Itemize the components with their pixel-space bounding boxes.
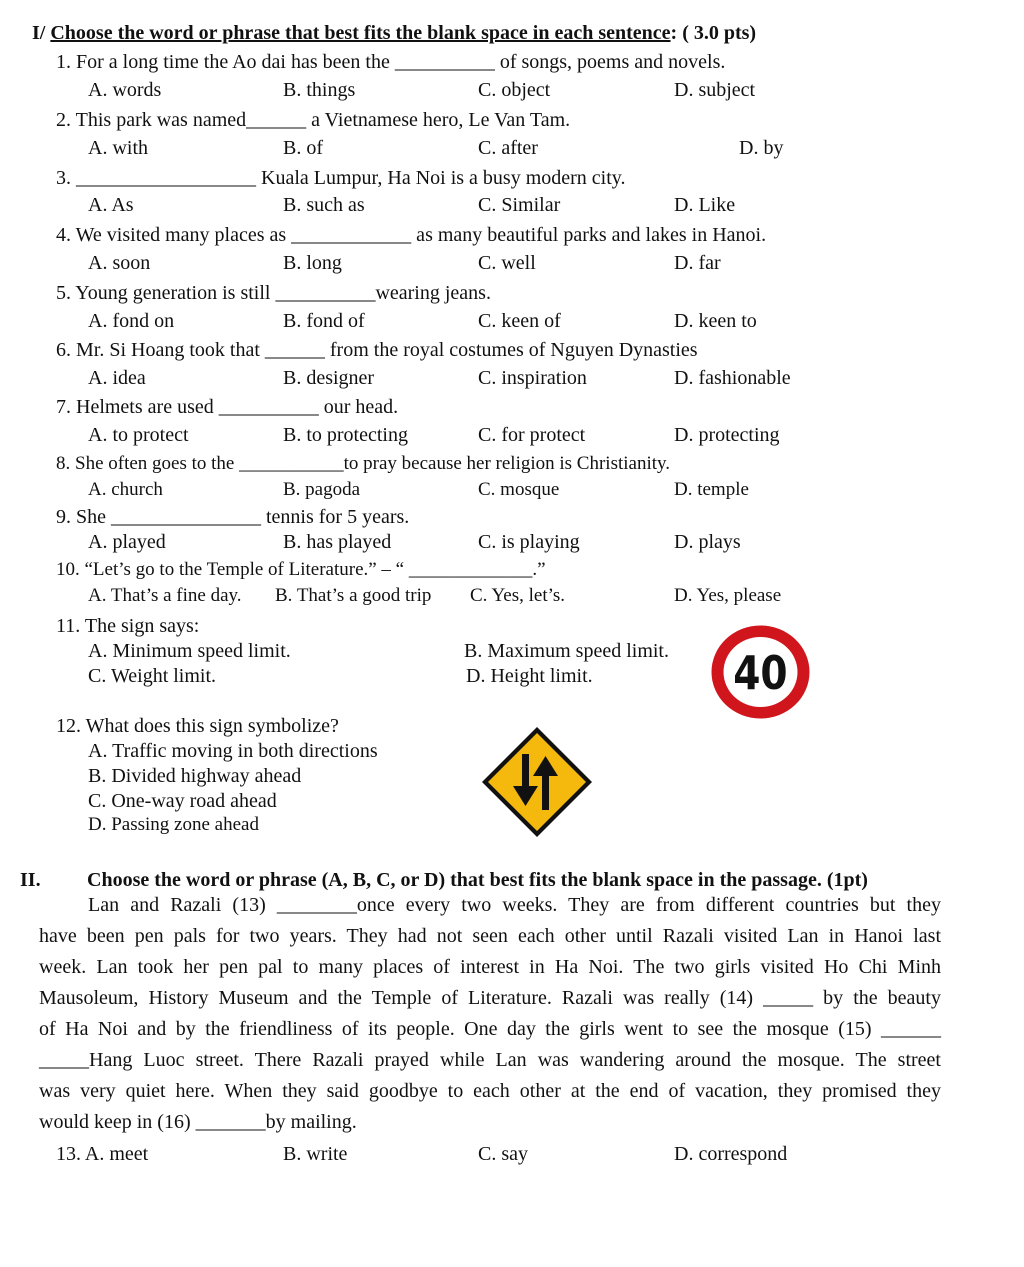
q11-option-d: D. Height limit. xyxy=(466,665,593,687)
q10-option-c: C. Yes, let’s. xyxy=(470,585,566,606)
q7-option-b: B. to protecting xyxy=(283,424,408,446)
q2-stem: 2. This park was named______ a Vietnamese hero, Le Van Tam. xyxy=(56,109,571,131)
passage xyxy=(39,890,941,1138)
q1-option-b: B. things xyxy=(283,79,356,101)
q6-option-b: B. designer xyxy=(283,367,375,389)
q4-option-c: C. well xyxy=(478,252,536,274)
q7-option-c: C. for protect xyxy=(478,424,586,446)
q8-option-b: B. pagoda xyxy=(283,479,361,500)
q7-option-a: A. to protect xyxy=(88,424,189,446)
q2-option-d: D. by xyxy=(739,137,784,159)
q5-option-d: D. keen to xyxy=(674,310,757,332)
passage-line: of Ha Noi and by the friendliness of its people. One day the girls went to see the mosque (15) ______ xyxy=(39,1018,941,1040)
q2-option-b: B. of xyxy=(283,137,323,159)
q10-option-d: D. Yes, please xyxy=(674,585,782,606)
q1-option-d: D. subject xyxy=(674,79,756,101)
section-1-heading xyxy=(32,21,756,45)
speed-limit-number: 40 xyxy=(733,646,788,701)
passage-line: Lan and Razali (13) ________once every two weeks. They are from different countries but they xyxy=(88,894,941,916)
q4-stem: 4. We visited many places as ____________ as many beautiful parks and lakes in Hanoi. xyxy=(56,224,767,246)
q3-stem: 3. __________________ Kuala Lumpur, Ha Noi is a busy modern city. xyxy=(56,167,626,189)
q1-stem: 1. For a long time the Ao dai has been the __________ of songs, poems and novels. xyxy=(56,51,726,73)
q6-stem: 6. Mr. Si Hoang took that ______ from the royal costumes of Nguyen Dynasties xyxy=(56,339,698,361)
q9-option-d: D. plays xyxy=(674,531,741,553)
section-1-prefix: I/ xyxy=(32,22,51,44)
q5-option-b: B. fond of xyxy=(283,310,365,332)
q9-option-b: B. has played xyxy=(283,531,392,553)
q8-option-a: A. church xyxy=(88,479,163,500)
q3-option-a: A. As xyxy=(88,194,134,216)
q3-option-b: B. such as xyxy=(283,194,365,216)
q12-option-d: D. Passing zone ahead xyxy=(88,814,259,835)
q8-option-c: C. mosque xyxy=(478,479,560,500)
q11-stem: 11. The sign says: xyxy=(56,615,200,637)
q4-option-a: A. soon xyxy=(88,252,151,274)
q13-option-d: D. correspond xyxy=(674,1143,788,1165)
two-way-traffic-sign xyxy=(479,724,595,840)
q3-option-c: C. Similar xyxy=(478,194,561,216)
q11-option-a: A. Minimum speed limit. xyxy=(88,640,291,662)
q5-option-a: A. fond on xyxy=(88,310,175,332)
q5-stem: 5. Young generation is still __________wearing jeans. xyxy=(56,282,491,304)
q5-option-c: C. keen of xyxy=(478,310,561,332)
q4-option-d: D. far xyxy=(674,252,721,274)
passage-line: was very quiet here. When they said goodbye to each other at the end of vacation, they promised they xyxy=(39,1080,941,1102)
q12-stem: 12. What does this sign symbolize? xyxy=(56,715,339,737)
passage-line: have been pen pals for two years. They had not seen each other until Razali visited Lan in Hanoi last xyxy=(39,925,941,947)
q7-stem: 7. Helmets are used __________ our head. xyxy=(56,396,399,418)
passage-line: _____Hang Luoc street. There Razali prayed while Lan was wandering around the mosque. The street xyxy=(39,1049,941,1071)
q2-option-a: A. with xyxy=(88,137,148,159)
q2-option-c: C. after xyxy=(478,137,538,159)
passage-line: Mausoleum, History Museum and the Temple of Literature. Razali was really (14) _____ by the beauty xyxy=(39,987,941,1009)
q10-option-b: B. That’s a good trip xyxy=(275,585,432,606)
q12-option-b: B. Divided highway ahead xyxy=(88,765,302,787)
q1-option-c: C. object xyxy=(478,79,551,101)
q13-option-a: 13. A. meet xyxy=(56,1143,149,1165)
q9-option-a: A. played xyxy=(88,531,166,553)
passage-line: week. Lan took her pen pal to many places of interest in Ha Noi. The two girls visited Ho Chi Minh xyxy=(39,956,941,978)
q6-option-a: A. idea xyxy=(88,367,146,389)
q13-option-c: C. say xyxy=(478,1143,528,1165)
q4-option-b: B. long xyxy=(283,252,342,274)
q12-option-c: C. One-way road ahead xyxy=(88,790,277,812)
section-1-points: : ( 3.0 pts) xyxy=(670,22,757,44)
section-1-title: Choose the word or phrase that best fits the blank space in each sentence xyxy=(50,22,671,44)
section-2-number: II. xyxy=(20,869,41,891)
q10-stem: 10. “Let’s go to the Temple of Literature.” – “ _____________.” xyxy=(56,559,546,580)
q8-option-d: D. temple xyxy=(674,479,749,500)
q6-option-d: D. fashionable xyxy=(674,367,791,389)
section-2-title: Choose the word or phrase (A, B, C, or D) that best fits the blank space in the passage. (1pt) xyxy=(87,869,868,891)
q12-option-a: A. Traffic moving in both directions xyxy=(88,740,378,762)
passage-line: would keep in (16) _______by mailing. xyxy=(39,1111,357,1133)
q11-option-b: B. Maximum speed limit. xyxy=(464,640,669,662)
q11-option-c: C. Weight limit. xyxy=(88,665,217,687)
speed-limit-sign xyxy=(709,623,812,721)
q8-stem: 8. She often goes to the ___________to pray because her religion is Christianity. xyxy=(56,453,671,474)
q10-option-a: A. That’s a fine day. xyxy=(88,585,242,606)
q3-option-d: D. Like xyxy=(674,194,736,216)
q9-option-c: C. is playing xyxy=(478,531,580,553)
q9-stem: 9. She _______________ tennis for 5 years. xyxy=(56,506,410,528)
q13-option-b: B. write xyxy=(283,1143,348,1165)
q1-option-a: A. words xyxy=(88,79,162,101)
q6-option-c: C. inspiration xyxy=(478,367,587,389)
q7-option-d: D. protecting xyxy=(674,424,780,446)
